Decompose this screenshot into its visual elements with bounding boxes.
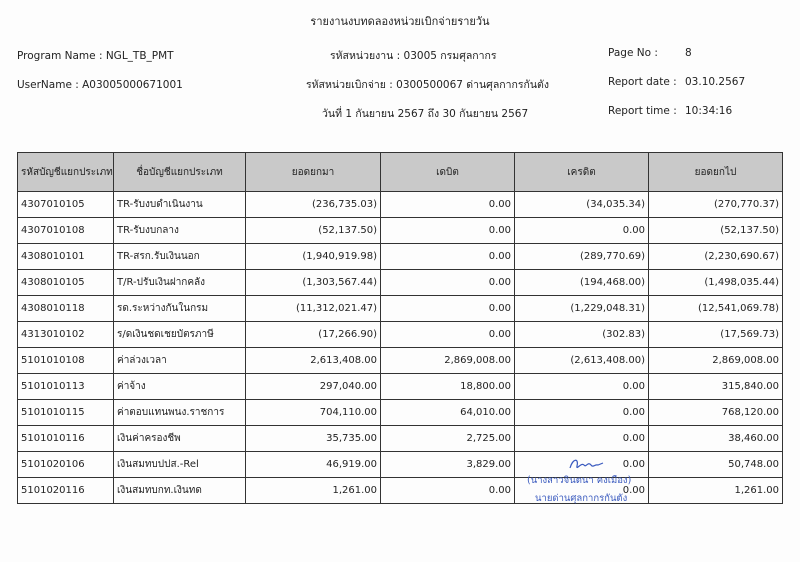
report-date-value: 03.10.2567	[685, 76, 746, 88]
table-header-row	[18, 153, 783, 192]
date-range: วันที่ 1 กันยายน 2567 ถึง 30 กันยายน 2567	[322, 108, 529, 120]
cell-credit: 0.00	[515, 218, 649, 244]
cell-closing-balance: 768,120.00	[649, 400, 783, 426]
cell-credit: 0.00	[515, 478, 649, 504]
cell-debit: 3,829.00	[381, 452, 515, 478]
table-row	[18, 400, 783, 426]
cell-account-name: เงินค่าครองชีพ	[114, 426, 246, 452]
cell-account-name: เงินสมทบปปส.-Rel	[114, 452, 246, 478]
col-header-debit: เดบิต	[381, 153, 515, 192]
cell-credit: (194,468.00)	[515, 270, 649, 296]
cell-account-code: 5101010108	[18, 348, 114, 374]
cell-opening-balance: 1,261.00	[246, 478, 381, 504]
cell-closing-balance: 1,261.00	[649, 478, 783, 504]
table-row	[18, 218, 783, 244]
table-row	[18, 426, 783, 452]
cell-account-code: 5101010116	[18, 426, 114, 452]
cell-closing-balance: 50,748.00	[649, 452, 783, 478]
signatory-name: (นางสาวจินตนา คงเมือง)	[527, 475, 632, 486]
cell-account-name: TR-รับงบดำเนินงาน	[114, 192, 246, 218]
signature-scribble	[567, 456, 607, 474]
cell-closing-balance: (1,498,035.44)	[649, 270, 783, 296]
cell-account-name: ร/ดเงินชดเชยบัตรภาษี	[114, 322, 246, 348]
cell-credit: 0.00	[515, 400, 649, 426]
cell-account-code: 4313010102	[18, 322, 114, 348]
username: UserName : A03005000671001	[17, 79, 183, 91]
report-title: รายงานงบทดลองหน่วยเบิกจ่ายรายวัน	[310, 15, 490, 28]
cell-account-code: 4308010105	[18, 270, 114, 296]
cell-account-code: 5101010113	[18, 374, 114, 400]
cell-account-name: ค่าจ้าง	[114, 374, 246, 400]
cell-debit: 18,800.00	[381, 374, 515, 400]
table-row	[18, 374, 783, 400]
cell-account-code: 5101020116	[18, 478, 114, 504]
cell-opening-balance: (1,303,567.44)	[246, 270, 381, 296]
cell-account-name: TR-สรก.รับเงินนอก	[114, 244, 246, 270]
col-header-account-code: รหัสบัญชีแยกประเภท	[18, 153, 114, 192]
cell-account-code: 4307010108	[18, 218, 114, 244]
table-row	[18, 244, 783, 270]
cell-opening-balance: 35,735.00	[246, 426, 381, 452]
cell-credit: 0.00	[515, 452, 649, 478]
cell-credit: (302.83)	[515, 322, 649, 348]
cell-account-name: T/R-ปรับเงินฝากคลัง	[114, 270, 246, 296]
cell-closing-balance: (270,770.37)	[649, 192, 783, 218]
table-row	[18, 478, 783, 504]
report-time-value: 10:34:16	[685, 105, 733, 117]
col-header-account-name: ชื่อบัญชีแยกประเภท	[114, 153, 246, 192]
program-name: Program Name : NGL_TB_PMT	[17, 50, 174, 62]
agency-code: รหัสหน่วยงาน : 03005 กรมศุลกากร	[330, 50, 497, 62]
col-header-opening-balance: ยอดยกมา	[246, 153, 381, 192]
cell-opening-balance: (11,312,021.47)	[246, 296, 381, 322]
cell-account-name: เงินสมทบกท.เงินทด	[114, 478, 246, 504]
cell-debit: 2,725.00	[381, 426, 515, 452]
cell-account-code: 4307010105	[18, 192, 114, 218]
cell-opening-balance: (17,266.90)	[246, 322, 381, 348]
cell-closing-balance: (17,569.73)	[649, 322, 783, 348]
table-row	[18, 348, 783, 374]
page-value: 8	[685, 47, 692, 59]
col-header-closing-balance: ยอดยกไป	[649, 153, 783, 192]
table-row	[18, 296, 783, 322]
cell-closing-balance: 38,460.00	[649, 426, 783, 452]
table-row	[18, 322, 783, 348]
cell-closing-balance: 315,840.00	[649, 374, 783, 400]
cell-credit: 0.00	[515, 426, 649, 452]
table-row	[18, 452, 783, 478]
cell-closing-balance: (12,541,069.78)	[649, 296, 783, 322]
cell-credit: 0.00	[515, 374, 649, 400]
cell-debit: 2,869,008.00	[381, 348, 515, 374]
cell-account-name: ค่าล่วงเวลา	[114, 348, 246, 374]
cell-opening-balance: (1,940,919.98)	[246, 244, 381, 270]
cell-opening-balance: (236,735.03)	[246, 192, 381, 218]
cell-opening-balance: 704,110.00	[246, 400, 381, 426]
cell-debit: 0.00	[381, 244, 515, 270]
page-label: Page No :	[608, 47, 658, 59]
cell-opening-balance: (52,137.50)	[246, 218, 381, 244]
cell-closing-balance: 2,869,008.00	[649, 348, 783, 374]
cell-opening-balance: 46,919.00	[246, 452, 381, 478]
cell-debit: 0.00	[381, 478, 515, 504]
cell-credit: (34,035.34)	[515, 192, 649, 218]
cell-closing-balance: (2,230,690.67)	[649, 244, 783, 270]
cell-opening-balance: 2,613,408.00	[246, 348, 381, 374]
cell-account-code: 5101020106	[18, 452, 114, 478]
cell-debit: 0.00	[381, 270, 515, 296]
disbursing-unit: รหัสหน่วยเบิกจ่าย : 0300500067 ด่านศุลกากรกันตัง	[306, 79, 550, 91]
cell-opening-balance: 297,040.00	[246, 374, 381, 400]
cell-account-code: 5101010115	[18, 400, 114, 426]
cell-closing-balance: (52,137.50)	[649, 218, 783, 244]
trial-balance-table	[17, 152, 783, 504]
cell-account-code: 4308010118	[18, 296, 114, 322]
table-row	[18, 192, 783, 218]
cell-credit: (2,613,408.00)	[515, 348, 649, 374]
signatory-position: นายด่านศุลกากรกันตัง	[535, 493, 628, 504]
cell-debit: 0.00	[381, 192, 515, 218]
col-header-credit: เครดิต	[515, 153, 649, 192]
cell-debit: 0.00	[381, 218, 515, 244]
table-row	[18, 270, 783, 296]
cell-account-name: ค่าตอบแทนพนง.ราชการ	[114, 400, 246, 426]
report-time-label: Report time :	[608, 105, 677, 117]
cell-account-name: รด.ระหว่างกันในกรม	[114, 296, 246, 322]
cell-debit: 64,010.00	[381, 400, 515, 426]
cell-account-name: TR-รับงบกลาง	[114, 218, 246, 244]
cell-account-code: 4308010101	[18, 244, 114, 270]
cell-debit: 0.00	[381, 296, 515, 322]
cell-credit: (1,229,048.31)	[515, 296, 649, 322]
report-date-label: Report date :	[608, 76, 677, 88]
cell-credit: (289,770.69)	[515, 244, 649, 270]
signature-block	[527, 456, 657, 512]
cell-debit: 0.00	[381, 322, 515, 348]
